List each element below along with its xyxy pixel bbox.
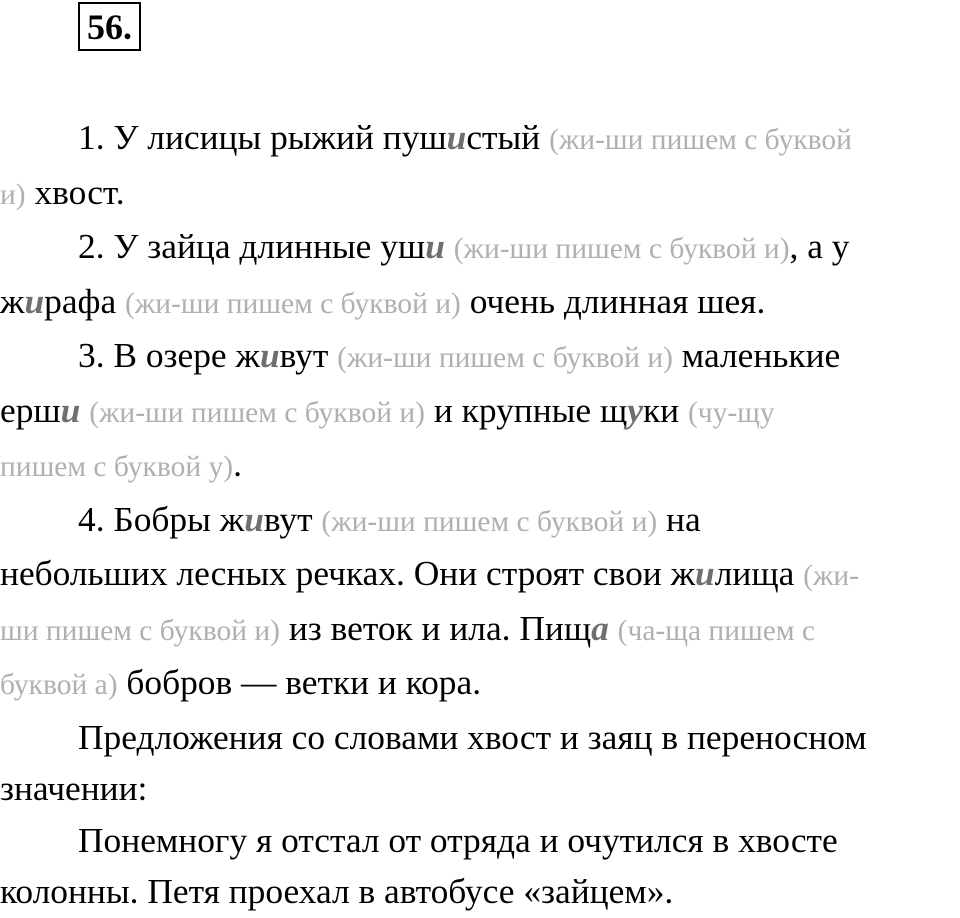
figurative-example: Понемногу я отстал от отряда и очутился в хвосте bbox=[78, 819, 838, 860]
text-fragment: вут bbox=[263, 498, 322, 539]
text-fragment: стый bbox=[466, 117, 550, 157]
rule-hint: (жи-ши пишем с буквой и) bbox=[321, 505, 658, 538]
exercise-number: 56. bbox=[78, 2, 141, 51]
highlight-letter: и bbox=[244, 498, 264, 539]
highlight-letter: и bbox=[259, 335, 280, 375]
text-fragment: хвост. bbox=[25, 171, 125, 212]
text-fragment: из веток и ила. Пищ bbox=[280, 607, 592, 648]
figurative-example-cont: колонны. Петя проехал в автобусе «зайцем». bbox=[0, 871, 674, 911]
highlight-letter: и bbox=[425, 226, 445, 266]
text-fragment: 4. Бобры ж bbox=[78, 498, 245, 539]
sentence-3 bbox=[0, 330, 960, 385]
text-fragment: ки bbox=[642, 389, 688, 430]
text-fragment: лища bbox=[714, 553, 804, 593]
text-fragment: 1. У лисицы рыжий пуш bbox=[78, 117, 447, 157]
text-fragment bbox=[609, 608, 618, 648]
highlight-letter: у bbox=[627, 389, 643, 430]
rule-hint: (жи- bbox=[803, 560, 859, 592]
text-fragment: небольших лесных речках. Они строят свои ж bbox=[0, 553, 696, 593]
text-fragment: 3. В озере ж bbox=[78, 335, 260, 375]
rule-hint: (жи-ши пишем с буквой и) bbox=[125, 287, 461, 320]
highlight-letter: и bbox=[24, 280, 45, 321]
highlight-letter: а bbox=[591, 607, 609, 648]
rule-hint: (жи-ши пишем с буквой и) bbox=[337, 342, 673, 374]
highlight-letter: и bbox=[446, 117, 467, 157]
rule-hint: (жи-ши пишем с буквой и) bbox=[89, 396, 426, 429]
sentence-3-cont2 bbox=[0, 439, 960, 494]
sentence-4-cont3 bbox=[0, 657, 960, 712]
sentence-4 bbox=[0, 494, 960, 549]
figurative-intro-cont: значении: bbox=[0, 768, 148, 808]
sentence-4-cont bbox=[0, 548, 960, 603]
exercise-text bbox=[0, 112, 960, 918]
sentence-2 bbox=[0, 221, 960, 276]
text-fragment: . bbox=[233, 444, 242, 484]
text-fragment: 2. У зайца длинные уш bbox=[78, 226, 426, 266]
sentence-1 bbox=[0, 112, 960, 167]
highlight-letter: и bbox=[60, 389, 81, 430]
text-fragment: очень длинная шея. bbox=[460, 280, 766, 321]
rule-hint: (жи-ши пишем с буквой bbox=[549, 124, 852, 156]
text-fragment: ж bbox=[0, 280, 25, 321]
text-fragment: вут bbox=[279, 335, 338, 375]
rule-hint: пишем с буквой у) bbox=[0, 451, 234, 483]
sentence-3-cont bbox=[0, 385, 960, 440]
text-fragment: , а у bbox=[789, 226, 850, 266]
rule-hint: (чу-щу bbox=[687, 396, 775, 429]
text-fragment: бобров — ветки и кора. bbox=[117, 662, 482, 702]
text-fragment: на bbox=[657, 498, 701, 539]
text-fragment: рафа bbox=[44, 280, 126, 321]
text-fragment: и крупные щ bbox=[425, 389, 628, 430]
sentence-4-cont2 bbox=[0, 603, 960, 658]
text-fragment: ерш bbox=[0, 389, 61, 430]
figurative-intro: Предложения со словами хвост и заяц в переносном bbox=[78, 716, 867, 757]
rule-hint: и) bbox=[0, 178, 26, 211]
text-fragment: маленькие bbox=[672, 335, 841, 375]
rule-hint: (ча-ща пишем с bbox=[617, 614, 815, 647]
rule-hint: буквой а) bbox=[0, 669, 118, 701]
rule-hint: (жи-ши пишем с буквой и) bbox=[453, 233, 790, 265]
rule-hint: ши пишем с буквой и) bbox=[0, 614, 280, 647]
highlight-letter: и bbox=[695, 553, 715, 593]
sentence-1-cont bbox=[0, 167, 960, 222]
sentence-2-cont bbox=[0, 276, 960, 331]
